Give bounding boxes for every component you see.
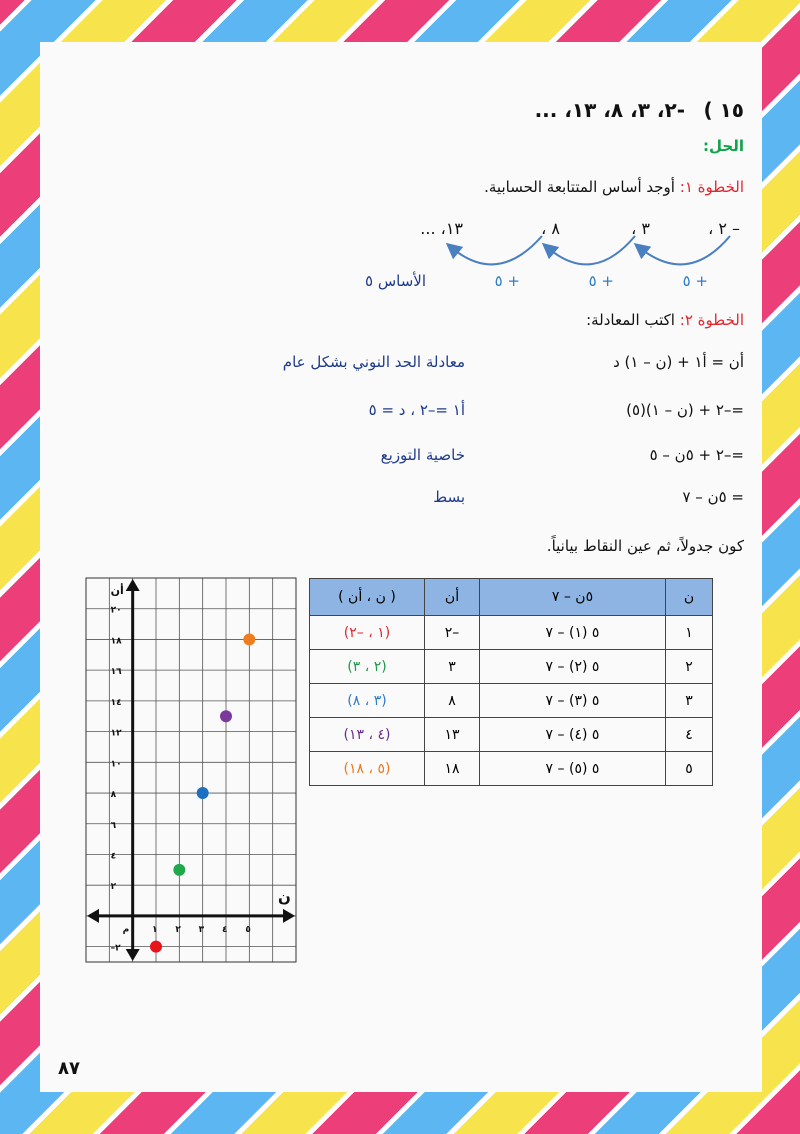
common-difference: الأساس ٥ bbox=[364, 272, 426, 290]
x-axis-arrow-left bbox=[87, 909, 99, 923]
cell-an: ٣ bbox=[425, 650, 480, 684]
cell-n: ٣ bbox=[666, 684, 713, 718]
cell-pair: (١ ، –٢) bbox=[310, 616, 425, 650]
solution-label: الحل: bbox=[703, 137, 744, 155]
cell-pair: (٣ ، ٨) bbox=[310, 684, 425, 718]
header-rule: ٥ن – ٧ bbox=[480, 579, 666, 616]
data-point bbox=[197, 787, 209, 799]
seq-term-2: ٣ ، bbox=[631, 219, 650, 238]
difference-3: + ٥ bbox=[494, 272, 520, 290]
difference-2: + ٥ bbox=[588, 272, 614, 290]
y-tick-label: ٦ bbox=[110, 820, 117, 831]
y-tick-label: –٢ bbox=[110, 943, 121, 954]
seq-term-1: – ٢ ، bbox=[708, 219, 740, 238]
y-tick-label: ٢ bbox=[110, 882, 117, 893]
table-row bbox=[310, 650, 713, 684]
x-tick-label: م bbox=[122, 924, 130, 935]
equation-1: أن = أ١ + (ن – ١) د bbox=[613, 353, 744, 371]
problem-sequence: -٢، ٣، ٨، ١٣، ... bbox=[534, 98, 685, 122]
step2-text: اكتب المعادلة: bbox=[586, 311, 675, 329]
data-point bbox=[220, 710, 232, 722]
equation-4: = ٥ن – ٧ bbox=[682, 488, 744, 506]
step1-text: أوجد أساس المتتابعة الحسابية. bbox=[484, 178, 675, 196]
y-tick-label: ٨ bbox=[110, 790, 117, 801]
table-header-row bbox=[310, 579, 713, 616]
equation-3: =–٢ + ٥ن – ٥ bbox=[649, 446, 744, 464]
data-point bbox=[150, 941, 162, 953]
equation-4-note: بسط bbox=[433, 488, 465, 506]
data-point bbox=[243, 633, 255, 645]
x-tick-label: ٣ bbox=[198, 924, 205, 935]
step1 bbox=[484, 178, 744, 196]
cell-an: ٨ bbox=[425, 684, 480, 718]
step1-label: الخطوة ١: bbox=[679, 178, 744, 196]
y-tick-label: ١٨ bbox=[110, 636, 122, 647]
arc-2 bbox=[548, 236, 635, 264]
equation-3-note: خاصية التوزيع bbox=[380, 446, 465, 464]
page-number: ٨٧ bbox=[58, 1058, 80, 1079]
x-tick-label: ١ bbox=[152, 924, 158, 935]
header-n: ن bbox=[666, 579, 713, 616]
cell-rule: ٥ (٤) – ٧ bbox=[480, 718, 666, 752]
difference-arcs bbox=[430, 228, 760, 278]
cell-pair: (٥ ، ١٨) bbox=[310, 752, 425, 786]
difference-1: + ٥ bbox=[682, 272, 708, 290]
y-tick-label: ١٤ bbox=[110, 697, 122, 708]
cell-an: –٢ bbox=[425, 616, 480, 650]
y-axis-label: أن bbox=[110, 584, 124, 597]
table-row bbox=[310, 616, 713, 650]
y-tick-label: ١٢ bbox=[110, 728, 122, 739]
cell-n: ١ bbox=[666, 616, 713, 650]
x-axis-label: ن bbox=[278, 887, 291, 906]
cell-rule: ٥ (١) – ٧ bbox=[480, 616, 666, 650]
cell-rule: ٥ (٣) – ٧ bbox=[480, 684, 666, 718]
x-tick-label: ٤ bbox=[222, 924, 228, 935]
arc-1 bbox=[640, 236, 730, 264]
problem-number: ١٥ ) bbox=[703, 98, 744, 122]
y-tick-label: ١٠ bbox=[110, 759, 122, 770]
header-pair: ( ن ، أن ) bbox=[310, 579, 425, 616]
coordinate-graph bbox=[84, 576, 298, 966]
arc-3 bbox=[452, 236, 542, 264]
cell-an: ١٣ bbox=[425, 718, 480, 752]
cell-pair: (٤ ، ١٣) bbox=[310, 718, 425, 752]
x-axis-arrow-right bbox=[283, 909, 295, 923]
cell-n: ٤ bbox=[666, 718, 713, 752]
x-tick-label: ٢ bbox=[175, 924, 181, 935]
cell-rule: ٥ (٢) – ٧ bbox=[480, 650, 666, 684]
equation-2: =–٢ + (ن – ١)(٥) bbox=[626, 401, 744, 419]
cell-n: ٢ bbox=[666, 650, 713, 684]
data-point bbox=[173, 864, 185, 876]
y-axis-arrow-up bbox=[126, 579, 140, 591]
equation-2-note: أ١ =–٢ ، د = ٥ bbox=[368, 401, 465, 419]
table-row bbox=[310, 718, 713, 752]
y-tick-label: ٢٠ bbox=[110, 605, 122, 616]
step2-label: الخطوة ٢: bbox=[679, 311, 744, 329]
cell-n: ٥ bbox=[666, 752, 713, 786]
table-row bbox=[310, 752, 713, 786]
cell-pair: (٢ ، ٣) bbox=[310, 650, 425, 684]
seq-term-4: ١٣، ... bbox=[420, 219, 463, 238]
x-tick-label: ٥ bbox=[245, 924, 251, 935]
cell-an: ١٨ bbox=[425, 752, 480, 786]
seq-term-3: ٨ ، bbox=[541, 219, 560, 238]
values-table bbox=[309, 578, 713, 786]
y-axis-arrow-down bbox=[126, 949, 140, 961]
step2 bbox=[586, 311, 744, 329]
y-tick-label: ١٦ bbox=[110, 667, 122, 678]
header-an: أن bbox=[425, 579, 480, 616]
cell-rule: ٥ (٥) – ٧ bbox=[480, 752, 666, 786]
equation-1-note: معادلة الحد النوني بشكل عام bbox=[282, 353, 465, 371]
y-tick-label: ٤ bbox=[110, 851, 117, 862]
table-row bbox=[310, 684, 713, 718]
table-instruction: كون جدولاً، ثم عين النقاط بيانياً. bbox=[546, 537, 744, 555]
